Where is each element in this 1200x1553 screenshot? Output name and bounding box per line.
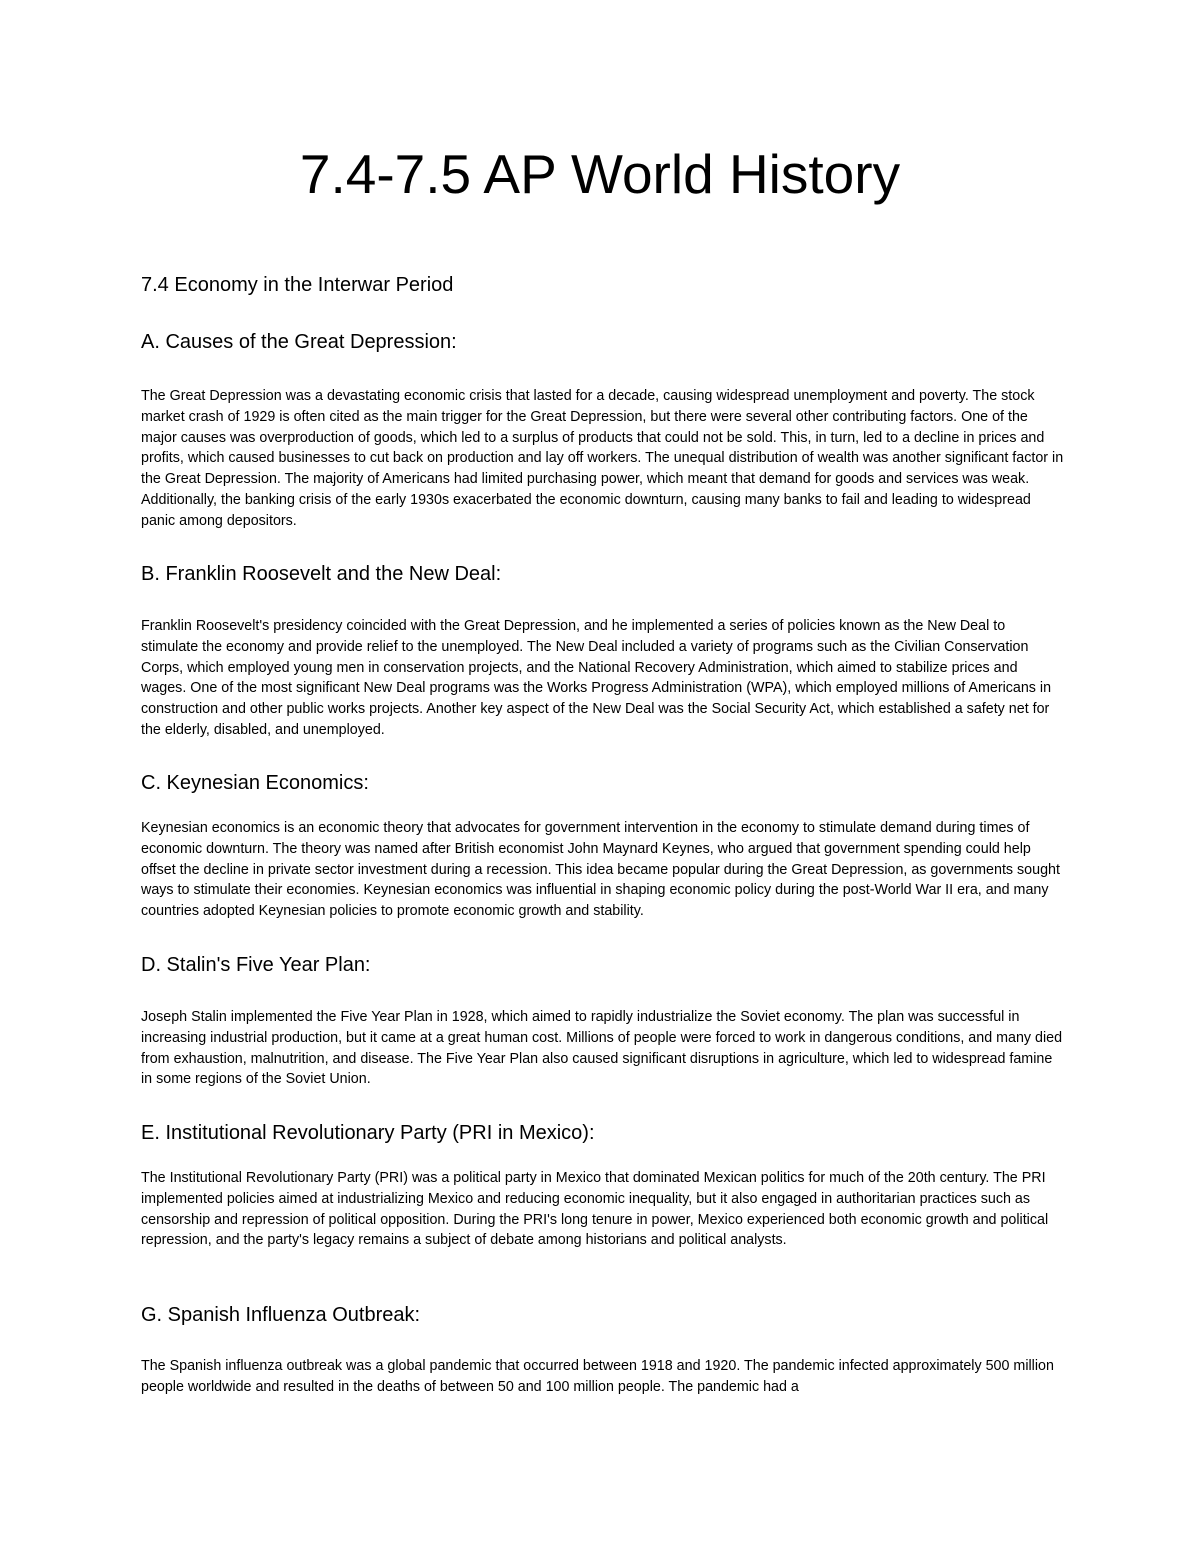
section-body-d: Joseph Stalin implemented the Five Year Plan in 1928, which aimed to rapidly industrialize the Soviet economy. The plan was successful in increasing industrial production, but it came at a great human cost. Millions of people were forced to work in dangerous conditions, and many died from exhaustion, malnutrition, and disease. The Five Year Plan also caused significant disruptions in agriculture, which led to widespread famine in some regions of the Soviet Union.	[141, 1009, 1063, 1088]
section-heading-e: E. Institutional Revolutionary Party (PRI in Mexico):	[141, 1122, 595, 1144]
section-body-b: Franklin Roosevelt's presidency coincided with the Great Depression, and he implemented a series of policies known as the New Deal to stimulate the economy and provide relief to the unemployed. The New Deal included a variety of programs such as the Civilian Conservation Corps, which employed young men in conservation projects, and the National Recovery Administration, which aimed to stabilize prices and wages. One of the most significant New Deal programs was the Works Progress Administration (WPA), which employed millions of Americans in construction and other public works projects. Another key aspect of the New Deal was the Social Security Act, which established a safety net for the elderly, disabled, and unemployed.	[141, 618, 1052, 738]
section-body-c: Keynesian economics is an economic theory that advocates for government intervention in the economy to stimulate demand during times of economic downturn. The theory was named after British economist John Maynard Keynes, who argued that government spending could help offset the decline in private sector investment during a recession. This idea became popular during the Great Depression, as governments sought ways to stimulate their economies. Keynesian economics was influential in shaping economic policy during the post-World War II era, and many countries adopted Keynesian policies to promote economic growth and stability.	[141, 820, 1060, 920]
section-heading-d: D. Stalin's Five Year Plan:	[141, 954, 371, 976]
unit-subheading: 7.4 Economy in the Interwar Period	[141, 274, 454, 296]
section-heading-c: C. Keynesian Economics:	[141, 772, 369, 794]
section-heading-b: B. Franklin Roosevelt and the New Deal:	[141, 563, 502, 585]
section-heading-a: A. Causes of the Great Depression:	[141, 331, 457, 353]
section-heading-g: G. Spanish Influenza Outbreak:	[141, 1304, 421, 1326]
section-body-e: The Institutional Revolutionary Party (PRI) was a political party in Mexico that dominated Mexican politics for much of the 20th century. The PRI implemented policies aimed at industrializing Mexico and reducing economic inequality, but it also engaged in authoritarian practices such as censorship and repression of political opposition. During the PRI's long tenure in power, Mexico experienced both economic growth and political repression, and the party's legacy remains a subject of debate among historians and political analysts.	[141, 1170, 1049, 1249]
section-body-g: The Spanish influenza outbreak was a global pandemic that occurred between 1918 and 1920. The pandemic infected approximately 500 million people worldwide and resulted in the deaths of between 50 and 100 million people. The pandemic had a	[141, 1358, 1054, 1395]
document-title: 7.4-7.5 AP World History	[299, 143, 901, 205]
section-body-a: The Great Depression was a devastating economic crisis that lasted for a decade, causing widespread unemployment and poverty. The stock market crash of 1929 is often cited as the main trigger for the Great Depression, but there were several other contributing factors. One of the major causes was overproduction of goods, which led to a surplus of products that could not be sold. This, in turn, led to a decline in prices and profits, which caused businesses to cut back on production and lay off workers. The unequal distribution of wealth was another significant factor in the Great Depression. The majority of Americans had limited purchasing power, which meant that demand for goods and services was weak. Additionally, the banking crisis of the early 1930s exacerbated the economic downturn, causing many banks to fail and leading to widespread panic among depositors.	[141, 388, 1064, 529]
